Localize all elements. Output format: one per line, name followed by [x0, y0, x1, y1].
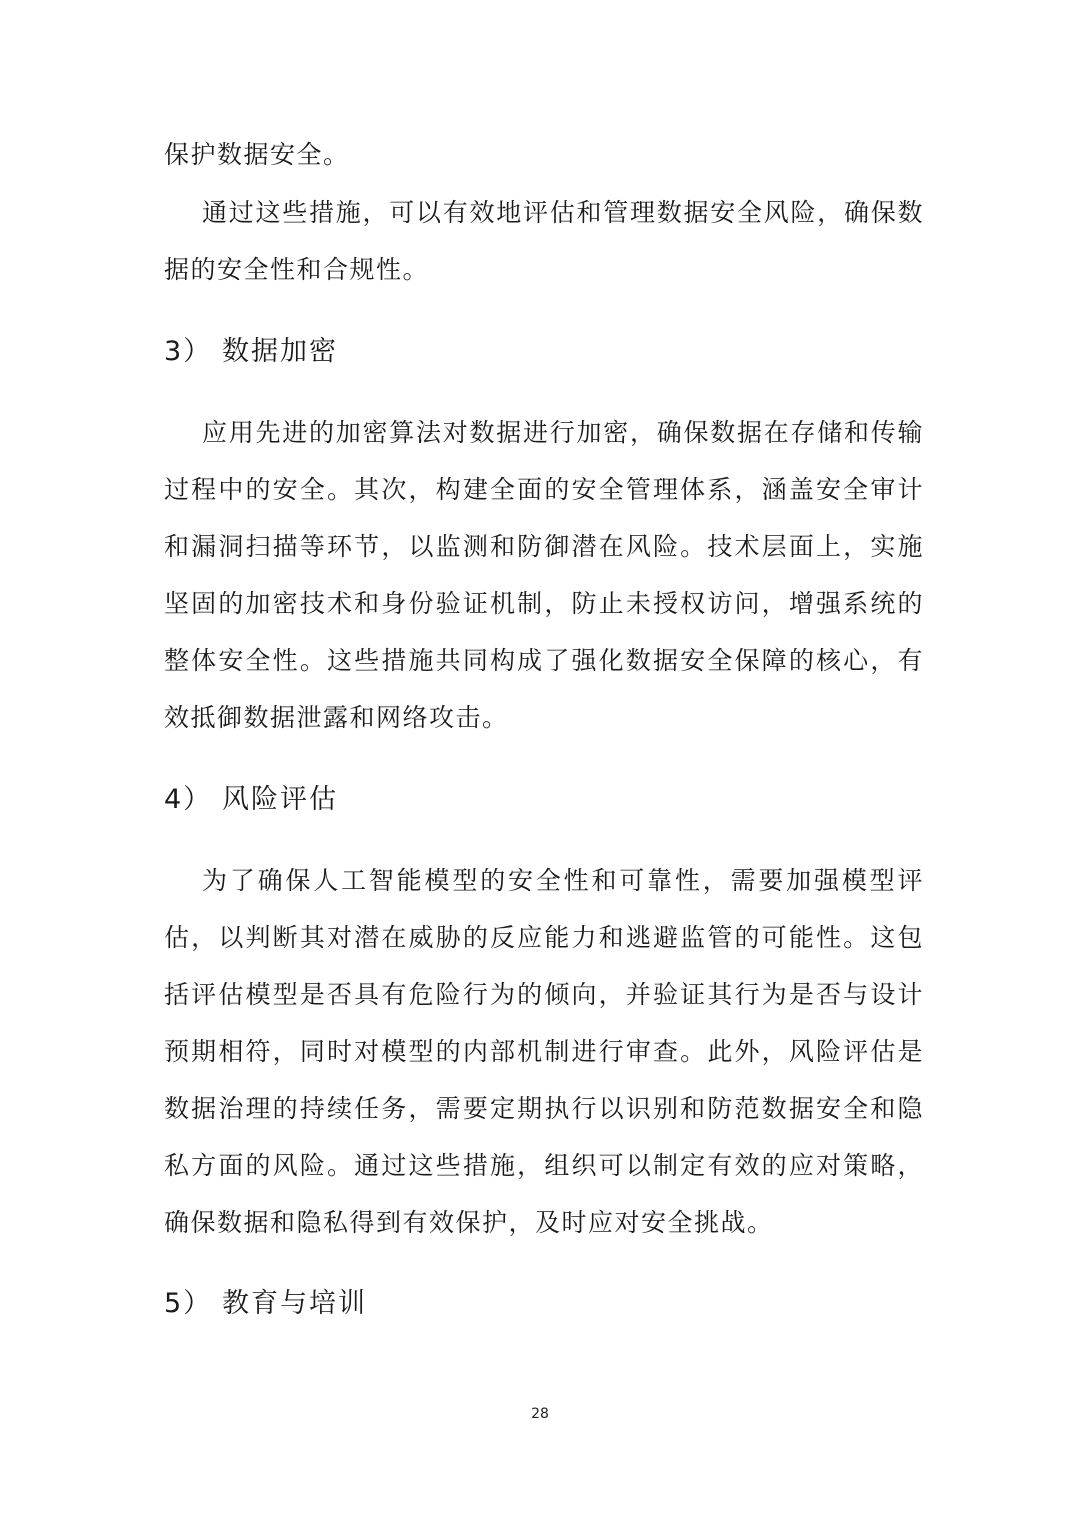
- page-number: 28: [531, 1406, 549, 1422]
- section-number: 4）: [164, 784, 213, 815]
- section-number: 5）: [164, 1288, 213, 1319]
- paragraph-summary: 通过这些措施，可以有效地评估和管理数据安全风险，确保数据的安全性和合规性。: [164, 198, 924, 284]
- section-title: 数据加密: [222, 336, 338, 367]
- paragraph-risk-assessment: 为了确保人工智能模型的安全性和可靠性，需要加强模型评估，以判断其对潜在威胁的反应能力和逃避监管的可能性。这包括评估模型是否具有危险行为的倾向，并验证其行为是否与设计预期相符，同时对模型的内部机制进行审查。此外，风险评估是数据治理的持续任务，需要定期执行以识别和防范数据安全和隐私方面的风险。通过这些措施，组织可以制定有效的应对策略，确保数据和隐私得到有效保护，及时应对安全挑战。: [164, 866, 924, 1237]
- section-heading-3: [164, 332, 338, 372]
- section-heading-4: [164, 780, 338, 820]
- paragraph-encryption: 应用先进的加密算法对数据进行加密，确保数据在存储和传输过程中的安全。其次，构建全面的安全管理体系，涵盖安全审计和漏洞扫描等环节，以监测和防御潜在风险。技术层面上，实施坚固的加密技术和身份验证机制，防止未授权访问，增强系统的整体安全性。这些措施共同构成了强化数据安全保障的核心，有效抵御数据泄露和网络攻击。: [164, 418, 924, 732]
- paragraph-intro-tail: 保护数据安全。: [164, 140, 350, 169]
- section-number: 3）: [164, 336, 213, 367]
- section-title: 教育与培训: [222, 1288, 367, 1319]
- section-heading-5: [164, 1284, 367, 1324]
- section-title: 风险评估: [222, 784, 338, 815]
